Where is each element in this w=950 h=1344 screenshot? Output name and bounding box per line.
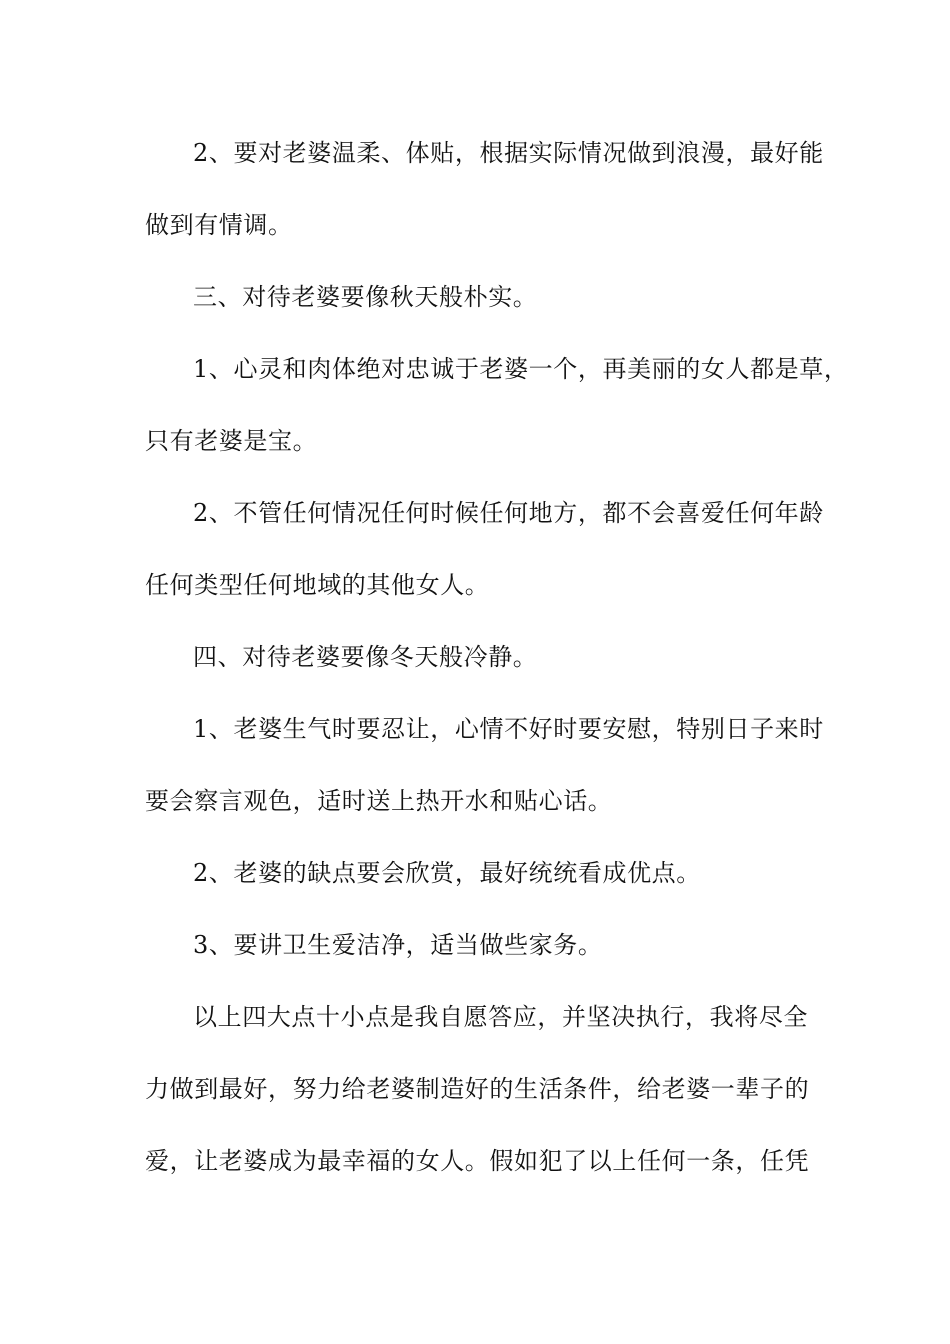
paragraph-line: 1、心灵和肉体绝对忠诚于老婆一个，再美丽的女人都是草， [193, 355, 849, 383]
paragraph-line: 1、老婆生气时要忍让，心情不好时要安慰，特别日子来时 [193, 715, 824, 743]
paragraph-line: 2、老婆的缺点要会欣赏，最好统统看成优点。 [193, 859, 701, 887]
paragraph-line: 要会察言观色，适时送上热开水和贴心话。 [145, 787, 613, 815]
paragraph-line: 3、要讲卫生爱洁净，适当做些家务。 [193, 931, 603, 959]
paragraph-line: 做到有情调。 [145, 211, 293, 239]
section-heading: 三、对待老婆要像秋天般朴实。 [193, 283, 538, 311]
paragraph-line: 爱，让老婆成为最幸福的女人。假如犯了以上任何一条，任凭 [145, 1147, 810, 1175]
paragraph-line: 2、不管任何情况任何时候任何地方，都不会喜爱任何年龄 [193, 499, 824, 527]
paragraph-line: 只有老婆是宝。 [145, 427, 318, 455]
section-heading: 四、对待老婆要像冬天般冷静。 [193, 643, 538, 671]
paragraph-line: 2、要对老婆温柔、体贴，根据实际情况做到浪漫，最好能 [193, 139, 824, 167]
paragraph-line: 力做到最好，努力给老婆制造好的生活条件，给老婆一辈子的 [145, 1075, 810, 1103]
paragraph-line: 任何类型任何地域的其他女人。 [145, 571, 490, 599]
paragraph-line: 以上四大点十小点是我自愿答应，并坚决执行，我将尽全 [193, 1003, 808, 1031]
